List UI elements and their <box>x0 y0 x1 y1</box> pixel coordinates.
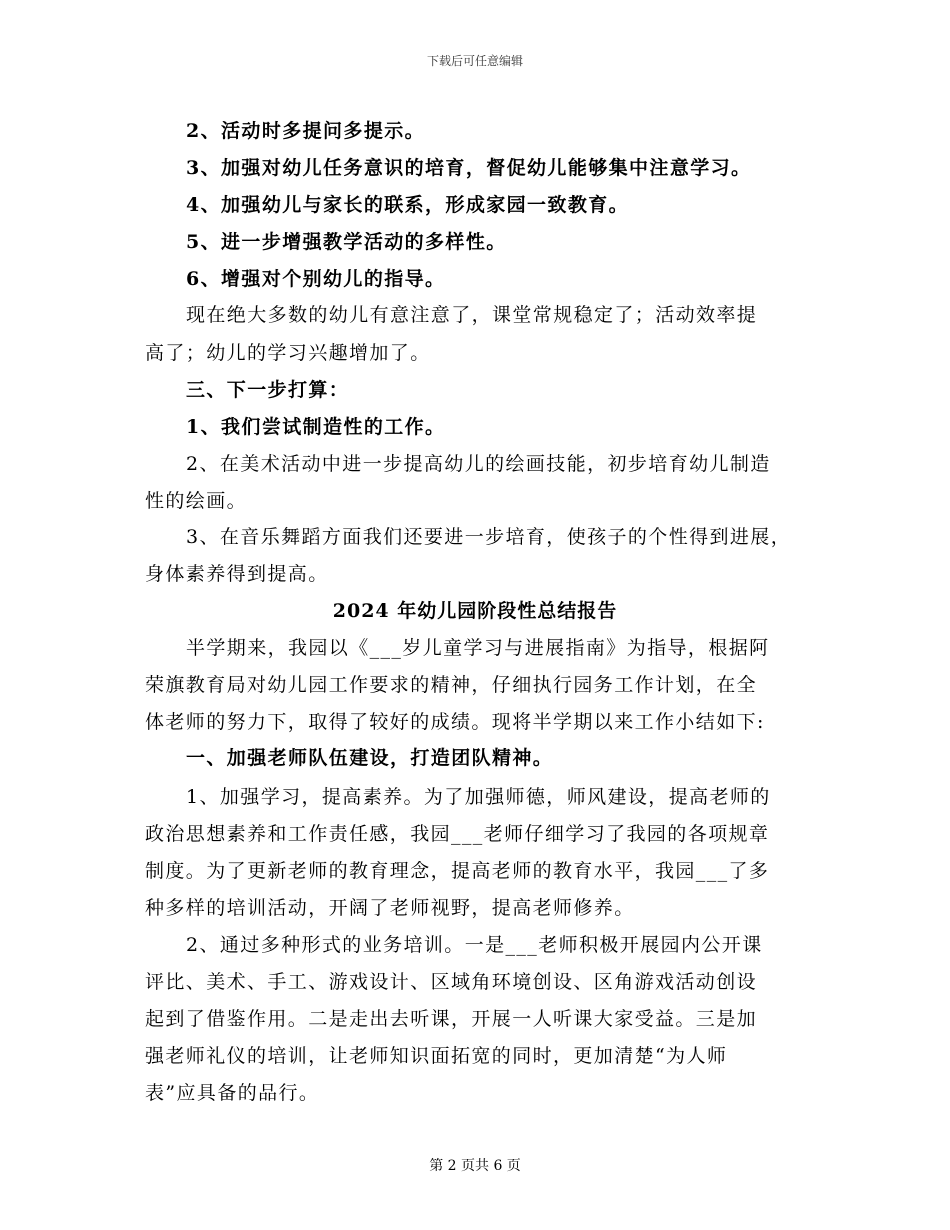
list-item: 1、我们尝试制造性的工作。 <box>186 416 446 438</box>
paragraph-line: 身体素养得到提高。 <box>145 563 329 585</box>
paragraph-line: 起到了借鉴作用。二是走出去听课，开展一人听课大家受益。三是加 <box>145 1008 758 1030</box>
list-item: 4、加强幼儿与家长的联系，形成家园一致教育。 <box>186 194 630 216</box>
list-item: 5、进一步增强教学活动的多样性。 <box>186 231 507 253</box>
page-footer: 第 2 页共 6 页 <box>429 1158 521 1174</box>
paragraph-line: 体老师的努力下，取得了较好的成绩。现将半学期以来工作小结如下: <box>145 711 765 733</box>
section-heading: 一、加强老师队伍建设，打造团队精神。 <box>186 747 554 769</box>
section-heading: 三、下一步打算： <box>186 379 350 401</box>
paragraph-line: 制度。为了更新老师的教育理念，提高老师的教育水平，我园___了多 <box>145 860 770 882</box>
paragraph-line: 种多样的培训活动，开阔了老师视野，提高老师修养。 <box>145 897 635 919</box>
list-item: 6、增强对个别幼儿的指导。 <box>186 268 446 290</box>
paragraph-line: 评比、美术、手工、游戏设计、区域角环境创设、区角游戏活动创设 <box>145 971 758 993</box>
paragraph-line: 高了；幼儿的学习兴趣增加了。 <box>145 342 431 364</box>
list-item: 3、加强对幼儿任务意识的培育，督促幼儿能够集中注意学习。 <box>186 157 752 179</box>
paragraph-line: 荣旗教育局对幼儿园工作要求的精神，仔细执行园务工作计划，在全 <box>145 674 758 696</box>
paragraph-line: 现在绝大多数的幼儿有意注意了，课堂常规稳定了；活动效率提 <box>186 304 758 326</box>
paragraph-line: 3、在音乐舞蹈方面我们还要进一步培育，使孩子的个性得到进展， <box>186 526 792 548</box>
paragraph-line: 性的绘画。 <box>145 490 248 512</box>
paragraph-line: 1、加强学习，提高素养。为了加强师德，师风建设，提高老师的 <box>186 786 771 808</box>
paragraph-line: 半学期来，我园以《___岁儿童学习与进展指南》为指导，根据阿 <box>186 637 770 659</box>
paragraph-line: 政治思想素养和工作责任感，我园___老师仔细学习了我园的各项规章 <box>145 823 770 845</box>
report-title: 2024 年幼儿园阶段性总结报告 <box>332 600 618 622</box>
paragraph-line: 表”应具备的品行。 <box>145 1082 320 1104</box>
paragraph-line: 2、通过多种形式的业务培训。一是___老师积极开展园内公开课 <box>186 934 763 956</box>
page-header: 下载后可任意编辑 <box>426 54 523 68</box>
paragraph-line: 2、在美术活动中进一步提高幼儿的绘画技能，初步培育幼儿制造 <box>186 453 771 475</box>
list-item: 2、活动时多提问多提示。 <box>186 120 426 142</box>
paragraph-line: 强老师礼仪的培训，让老师知识面拓宽的同时，更加清楚“为人师 <box>145 1045 728 1067</box>
